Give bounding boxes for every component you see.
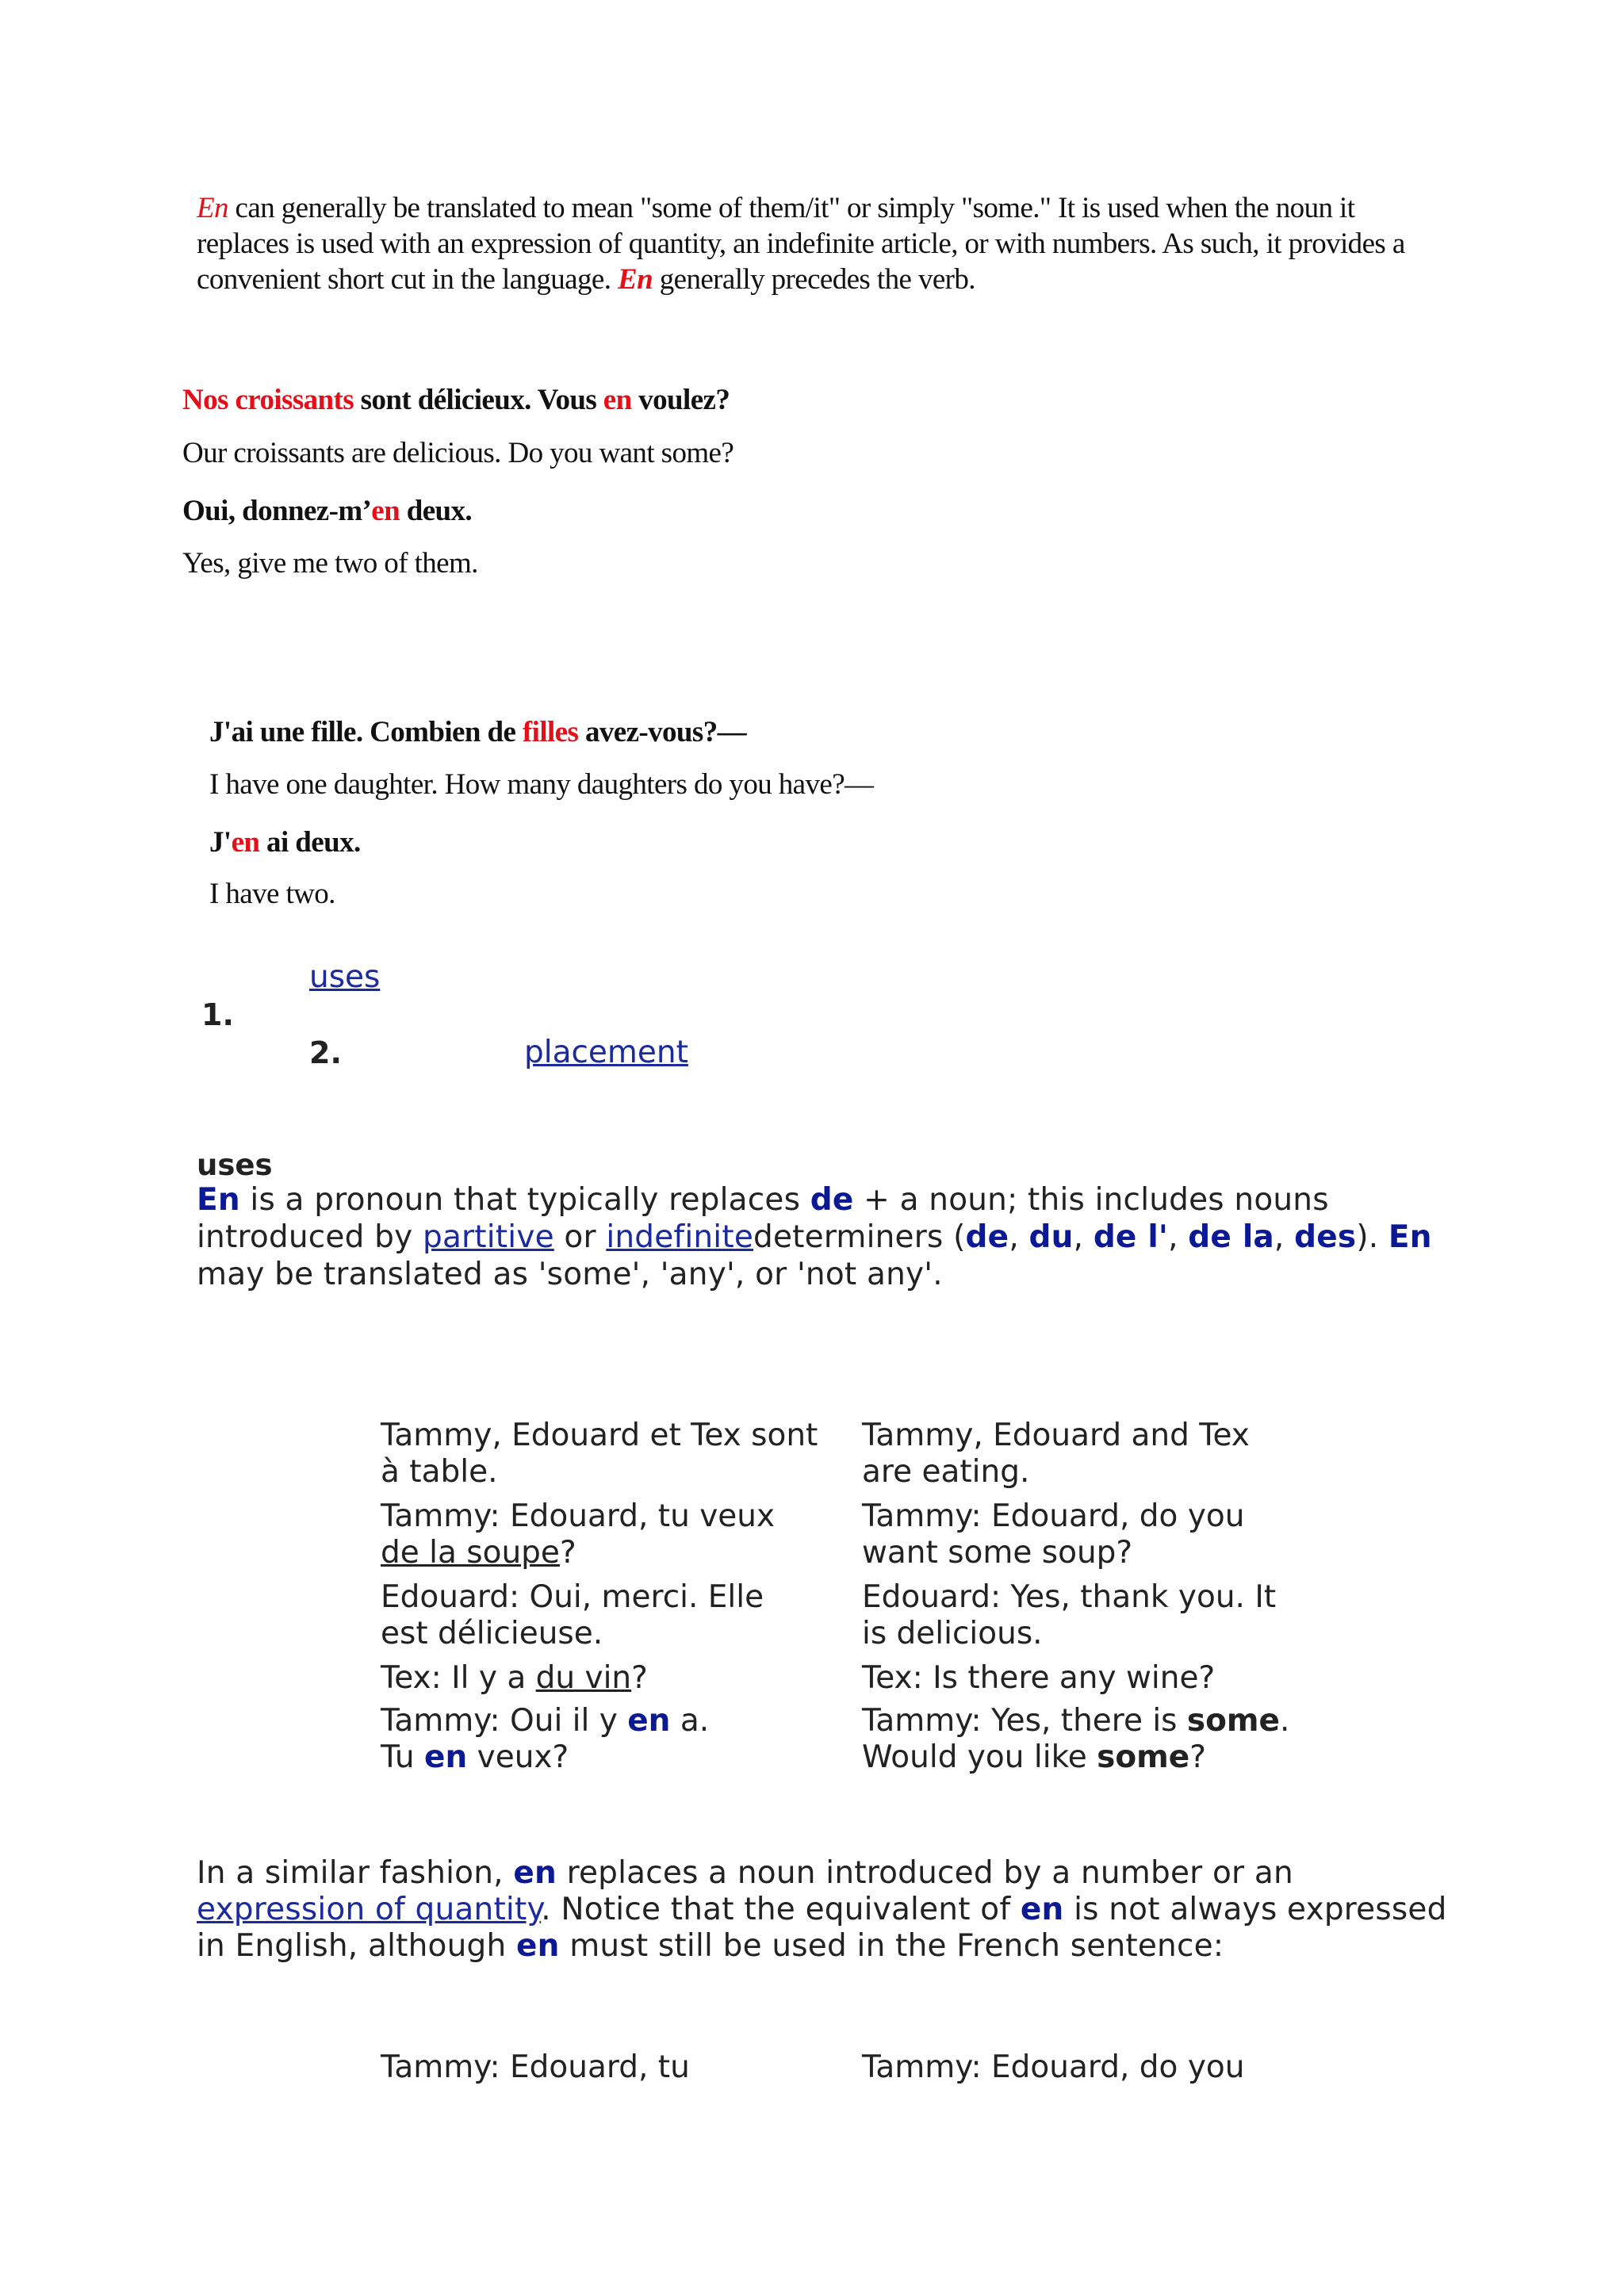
paragraph-text: determiners ( — [753, 1219, 966, 1255]
line-text: ? — [1189, 1739, 1206, 1775]
dialogue-english-line — [862, 1703, 1338, 1776]
sentence-text: J'ai une fille. Combien de — [209, 716, 523, 748]
dialogue-french-line — [381, 1660, 825, 1697]
underlined-phrase: de la soupe — [381, 1535, 560, 1571]
en-word: En — [618, 263, 653, 296]
section-heading-uses: uses — [197, 1148, 273, 1182]
dialogue-french-line — [381, 1703, 825, 1776]
uses-paragraph: En is a pronoun that typically replaces de + a noun; this includes nouns introduced by partitive or indefinitedeterminers (de, du, de l', de la, des). En may be translated as 'some', 'any', or 'not any'. — [197, 1182, 1432, 1292]
line-text: ? — [559, 1535, 576, 1571]
indefinite-link[interactable]: indefinite — [606, 1219, 754, 1255]
en-word: en — [513, 1855, 557, 1891]
paragraph-text: is a pronoun that typically replaces — [239, 1182, 810, 1218]
line-text: Tammy: Yes, there is — [862, 1703, 1187, 1739]
determiner: des — [1294, 1219, 1357, 1255]
dialogue-french-line: Tammy, Edouard et Tex sont à table. — [381, 1418, 818, 1490]
en-word: En — [197, 192, 228, 224]
highlighted-noun: filles — [522, 716, 579, 748]
en-word: en — [627, 1703, 671, 1739]
line-text: Tex: Il y a — [381, 1660, 536, 1696]
en-word: en — [231, 826, 260, 859]
sentence-text: deux. — [400, 495, 473, 527]
intro-text: generally precedes the verb. — [653, 263, 975, 296]
dialogue-english-line: Edouard: Yes, thank you. It is delicious. — [862, 1579, 1277, 1651]
paragraph-text: ). — [1356, 1219, 1388, 1255]
line-text: ? — [631, 1660, 648, 1696]
expression-of-quantity-link[interactable]: expression of quantity — [197, 1892, 542, 1927]
dialogue-french-line: Edouard: Oui, merci. Elle est délicieuse. — [381, 1579, 764, 1651]
sentence-text: avez-vous?— — [578, 716, 747, 748]
bold-word: some — [1097, 1739, 1190, 1775]
en-word: en — [603, 384, 632, 416]
intro-paragraph — [197, 190, 1434, 297]
toc-link-placement[interactable]: placement — [524, 1035, 688, 1070]
paragraph-text: . Notice that the equivalent of — [541, 1892, 1021, 1927]
sentence-text: ai deux. — [259, 826, 361, 859]
line-text: veux? — [467, 1739, 569, 1775]
example-english-translation: Our croissants are delicious. Do you want some? — [182, 437, 734, 469]
toc-number-1: 1. — [201, 997, 234, 1032]
dialogue-french-line: Tammy: Edouard, tu — [381, 2049, 690, 2085]
en-word: en — [515, 1928, 560, 1964]
intro-text: can generally be translated to mean "some of them/it" or simply "some." It is used when the noun it replaces is used with an expression of quantity, an indefinite article, or with numbers. As such, it provides a convenient short cut in the language. — [197, 192, 1405, 296]
determiner: de l' — [1093, 1219, 1169, 1255]
partitive-link[interactable]: partitive — [422, 1219, 554, 1255]
paragraph-text: may be translated as 'some', 'any', or 'not any'. — [197, 1257, 943, 1292]
dialogue-english-line: Tex: Is there any wine? — [862, 1660, 1216, 1696]
sentence-text: voulez? — [631, 384, 730, 416]
en-word: En — [197, 1182, 240, 1218]
sentence-text: J' — [209, 826, 232, 859]
en-word: en — [424, 1739, 468, 1775]
determiner: de la — [1188, 1219, 1274, 1255]
toc-number-2: 2. — [309, 1035, 342, 1070]
en-word: En — [1388, 1219, 1432, 1255]
dialogue-english-line: Tammy: Edouard, do you — [862, 2049, 1245, 2085]
paragraph-text: or — [553, 1219, 607, 1255]
paragraph-text: must still be used in the French sentence: — [559, 1928, 1224, 1964]
en-word: en — [1020, 1892, 1064, 1927]
determiner: de — [965, 1219, 1009, 1255]
example-french-sentence — [209, 715, 746, 749]
highlighted-noun: Nos croissants — [182, 384, 354, 416]
example-french-sentence — [182, 383, 730, 417]
example-english-translation: I have two. — [209, 878, 335, 910]
line-text: Tammy: Oui il y — [381, 1703, 628, 1739]
dialogue-english-line: Tammy, Edouard and Tex are eating. — [862, 1418, 1250, 1490]
similar-fashion-paragraph — [197, 1855, 1457, 1965]
de-word: de — [810, 1182, 854, 1218]
line-text: Tammy: Edouard, tu veux — [381, 1498, 776, 1534]
sentence-text: Oui, donnez-m’ — [182, 495, 372, 527]
bold-word: some — [1186, 1703, 1281, 1739]
example-english-translation: Yes, give me two of them. — [182, 547, 478, 580]
en-word: en — [371, 495, 400, 527]
determiner: du — [1028, 1219, 1074, 1255]
line-text: Would you like — [862, 1739, 1097, 1775]
line-text: a. — [670, 1703, 710, 1739]
line-text: . — [1280, 1703, 1290, 1739]
example-french-sentence — [182, 494, 472, 528]
sentence-text: sont délicieux. Vous — [354, 384, 603, 416]
paragraph-text: replaces a noun introduced by a number or an — [556, 1855, 1293, 1891]
paragraph-text: is not always expressed in English, although — [197, 1892, 1447, 1964]
line-text: Tu — [381, 1739, 425, 1775]
dialogue-english-line: Tammy: Edouard, do you want some soup? — [862, 1498, 1245, 1571]
paragraph-text: In a similar fashion, — [197, 1855, 514, 1891]
underlined-phrase: du vin — [535, 1660, 632, 1696]
example-french-sentence — [209, 825, 361, 859]
dialogue-french-line — [381, 1498, 777, 1571]
paragraph-text: + a noun; this includes nouns introduced by — [197, 1182, 1329, 1255]
example-english-translation: I have one daughter. How many daughters do you have?— — [209, 768, 874, 801]
toc-link-uses[interactable]: uses — [309, 959, 381, 995]
